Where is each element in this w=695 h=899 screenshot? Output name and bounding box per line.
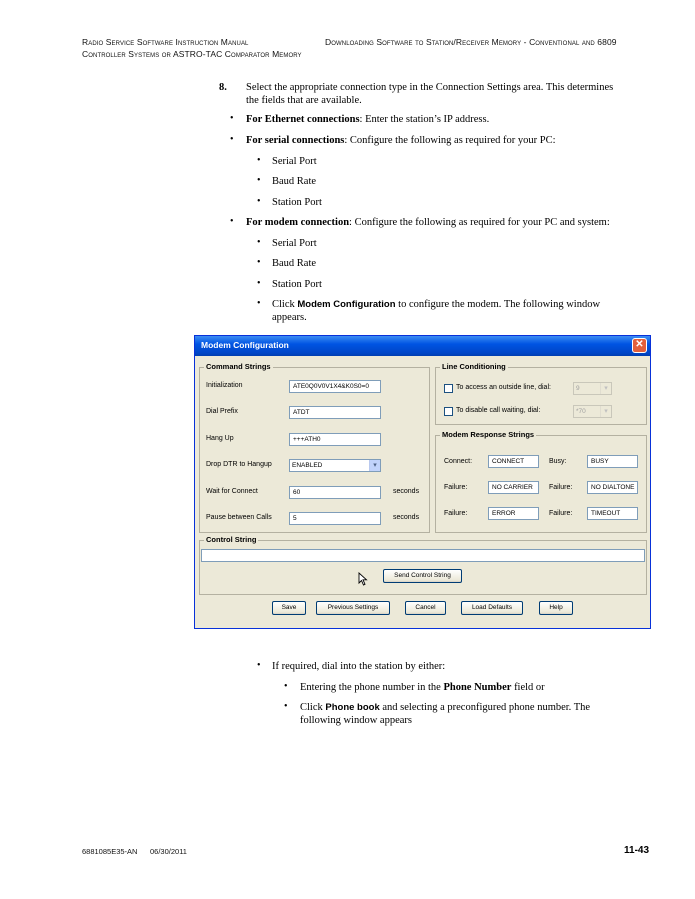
running-header-line2: Controller Systems or ASTRO-TAC Comparator Memory bbox=[82, 49, 302, 59]
wait-for-connect-input[interactable]: 60 bbox=[289, 486, 381, 499]
phone-number-ref: Phone Number bbox=[443, 682, 512, 693]
modem-text: : Configure the following as required for your PC and system: bbox=[349, 217, 610, 228]
bullet-dot: • bbox=[284, 681, 288, 692]
drop-dtr-label: Drop DTR to Hangup bbox=[206, 461, 272, 468]
bullet-dot: • bbox=[257, 175, 261, 186]
phone-book-line2: following window appears bbox=[300, 715, 412, 726]
pause-between-calls-label: Pause between Calls bbox=[206, 514, 272, 521]
dialog-titlebar[interactable] bbox=[195, 336, 650, 356]
modem-response-strings-title: Modem Response Strings bbox=[442, 430, 535, 439]
failure-label: Failure: bbox=[549, 484, 573, 491]
modem-click-line1 bbox=[272, 298, 600, 311]
failure-input[interactable]: NO DIALTONE bbox=[587, 481, 638, 494]
bullet-dot: • bbox=[257, 660, 261, 671]
page-number: 11-43 bbox=[624, 845, 650, 856]
phone-book-item bbox=[300, 701, 590, 714]
bullet-dot: • bbox=[257, 257, 261, 268]
modem-bold: For modem connection bbox=[246, 217, 350, 228]
drop-dtr-select[interactable] bbox=[289, 459, 381, 472]
failure-input[interactable]: ERROR bbox=[488, 507, 539, 520]
running-header-left: Radio Service Software Instruction Manual bbox=[82, 37, 249, 47]
modem-click-line2: appears. bbox=[272, 312, 307, 323]
dial-prefix-label: Dial Prefix bbox=[206, 408, 238, 415]
send-control-string-button[interactable]: Send Control String bbox=[383, 569, 462, 583]
call-waiting-label: To disable call waiting, dial: bbox=[456, 407, 541, 414]
bullet-dot: • bbox=[284, 701, 288, 712]
serial-bold: For serial connections bbox=[246, 135, 345, 146]
control-string-title: Control String bbox=[206, 535, 257, 544]
ethernet-bold: For Ethernet connections bbox=[246, 114, 360, 125]
footer-date: 06/30/2011 bbox=[150, 847, 187, 856]
if-required-text: If required, dial into the station by either: bbox=[272, 661, 446, 672]
modem-configuration-dialog bbox=[194, 335, 651, 629]
call-waiting-checkbox[interactable] bbox=[444, 407, 453, 416]
dialog-title: Modem Configuration bbox=[201, 340, 289, 350]
ethernet-text: : Enter the station’s IP address. bbox=[359, 114, 490, 125]
failure-label: Failure: bbox=[444, 484, 468, 491]
phone-book-suffix: and selecting a preconfigured phone number. The bbox=[379, 702, 591, 713]
entering-suffix: field or bbox=[511, 682, 545, 693]
line-conditioning-title: Line Conditioning bbox=[442, 362, 506, 371]
phone-book-ref: Phone book bbox=[325, 702, 380, 713]
pause-between-calls-input[interactable]: 5 bbox=[289, 512, 381, 525]
serial-item bbox=[246, 134, 556, 147]
wait-for-connect-label: Wait for Connect bbox=[206, 488, 258, 495]
step-number: 8. bbox=[219, 82, 227, 93]
step-text-line1: Select the appropriate connection type in the Connection Settings area. This determines bbox=[246, 82, 614, 93]
previous-settings-button[interactable]: Previous Settings bbox=[316, 601, 390, 615]
modem-response-strings-group bbox=[435, 430, 647, 533]
serial-text: : Configure the following as required for your PC: bbox=[344, 135, 556, 146]
serial-sub-item: Serial Port bbox=[272, 156, 317, 167]
entering-prefix: Entering the phone number in the bbox=[300, 682, 444, 693]
control-string-input[interactable] bbox=[201, 549, 645, 562]
bullet-dot: • bbox=[257, 155, 261, 166]
command-strings-title: Command Strings bbox=[206, 362, 271, 371]
busy-input[interactable]: BUSY bbox=[587, 455, 638, 468]
failure-label: Failure: bbox=[444, 510, 468, 517]
hang-up-label: Hang Up bbox=[206, 435, 234, 442]
chevron-down-icon[interactable]: ▾ bbox=[600, 383, 611, 394]
failure-input[interactable]: NO CARRIER bbox=[488, 481, 539, 494]
failure-input[interactable]: TIMEOUT bbox=[587, 507, 638, 520]
running-header-right: Downloading Software to Station/Receiver Memory - Conventional and 6809 bbox=[325, 37, 617, 47]
drop-dtr-value: ENABLED bbox=[292, 462, 323, 469]
pause-unit: seconds bbox=[393, 514, 420, 521]
modem-item bbox=[246, 216, 610, 229]
line-conditioning-group bbox=[435, 362, 647, 425]
load-defaults-button[interactable]: Load Defaults bbox=[461, 601, 523, 615]
modem-sub-item: Baud Rate bbox=[272, 258, 317, 269]
chevron-down-icon[interactable]: ▾ bbox=[369, 460, 380, 471]
entering-phone-item bbox=[300, 681, 545, 694]
call-waiting-value: *70 bbox=[576, 408, 586, 415]
help-button[interactable]: Help bbox=[539, 601, 573, 615]
cancel-button[interactable]: Cancel bbox=[405, 601, 446, 615]
control-string-group bbox=[199, 535, 647, 595]
command-strings-group bbox=[199, 362, 430, 533]
dial-prefix-input[interactable]: ATDT bbox=[289, 406, 381, 419]
outside-line-value: 9 bbox=[576, 385, 580, 392]
bullet-dot: • bbox=[257, 278, 261, 289]
chevron-down-icon[interactable]: ▾ bbox=[600, 406, 611, 417]
initialization-input[interactable]: ATE0Q0V0V1X4&K0S0=0 bbox=[289, 380, 381, 393]
modem-click-suffix: to configure the modem. The following window bbox=[395, 299, 601, 310]
hang-up-input[interactable]: +++ATH0 bbox=[289, 433, 381, 446]
ethernet-item bbox=[246, 113, 489, 126]
modem-click-prefix: Click bbox=[272, 299, 298, 310]
modem-config-ref: Modem Configuration bbox=[297, 299, 396, 310]
serial-sub-item: Baud Rate bbox=[272, 176, 317, 187]
call-waiting-select[interactable] bbox=[573, 405, 612, 418]
wait-unit: seconds bbox=[393, 488, 420, 495]
bullet-dot: • bbox=[257, 196, 261, 207]
serial-sub-item: Station Port bbox=[272, 197, 322, 208]
save-button[interactable]: Save bbox=[272, 601, 306, 615]
close-icon[interactable]: ✕ bbox=[632, 338, 647, 353]
bullet-dot: • bbox=[230, 134, 234, 145]
modem-sub-item: Station Port bbox=[272, 279, 322, 290]
failure-label: Failure: bbox=[549, 510, 573, 517]
outside-line-label: To access an outside line, dial: bbox=[456, 384, 551, 391]
connect-label: Connect: bbox=[444, 458, 473, 465]
step-text-line2: the fields that are available. bbox=[246, 95, 362, 106]
modem-sub-item: Serial Port bbox=[272, 238, 317, 249]
footer-doc-number: 6881085E35-AN bbox=[82, 847, 138, 856]
connect-input[interactable]: CONNECT bbox=[488, 455, 539, 468]
phone-book-prefix: Click bbox=[300, 702, 326, 713]
bullet-dot: • bbox=[230, 216, 234, 227]
bullet-dot: • bbox=[257, 298, 261, 309]
outside-line-select[interactable] bbox=[573, 382, 612, 395]
mouse-cursor-icon bbox=[358, 572, 368, 586]
bullet-dot: • bbox=[230, 113, 234, 124]
outside-line-checkbox[interactable] bbox=[444, 384, 453, 393]
initialization-label: Initialization bbox=[206, 382, 243, 389]
bullet-dot: • bbox=[257, 237, 261, 248]
busy-label: Busy: bbox=[549, 458, 567, 465]
